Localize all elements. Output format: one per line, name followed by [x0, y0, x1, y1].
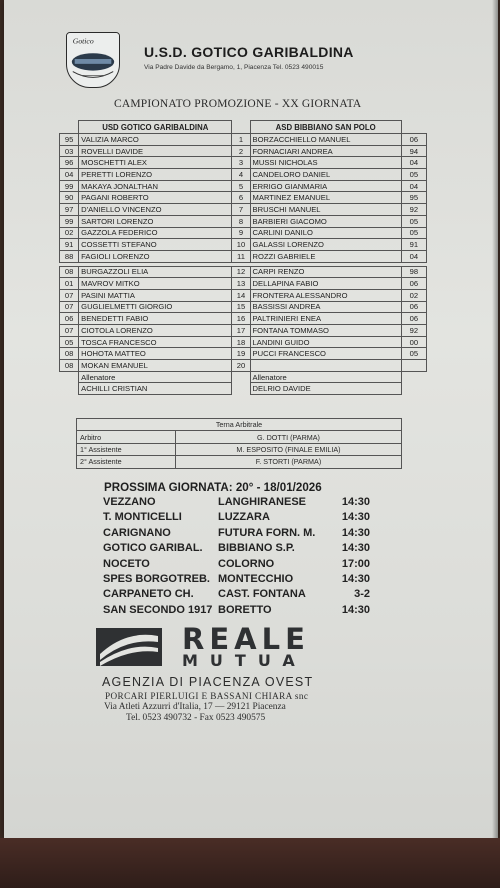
away-player-number: 05 — [401, 227, 426, 239]
home-team-header: USD GOTICO GARIBALDINA — [79, 121, 232, 134]
home-player-name: GUGLIELMETTI GIORGIO — [79, 301, 232, 313]
shirt-position-number: 8 — [232, 215, 250, 227]
club-name: U.S.D. GOTICO GARIBALDINA — [144, 44, 354, 60]
home-player-name: MOKAN EMANUEL — [79, 360, 232, 372]
away-player-name: BRUSCHI MANUEL — [250, 204, 401, 216]
fixture-row — [103, 542, 373, 557]
away-player-name: MARTINEZ EMANUEL — [250, 192, 401, 204]
lineup-row — [60, 336, 427, 348]
home-player-name: TOSCA FRANCESCO — [79, 336, 232, 348]
shirt-position-number: 11 — [232, 250, 250, 262]
coach-label: Allenatore — [79, 371, 232, 383]
referee-row — [77, 431, 402, 443]
fixture-home-team: VEZZANO — [103, 496, 156, 508]
club-address: Via Padre Davide da Bergamo, 1, Piacenza Tel. 0523 490015 — [144, 64, 324, 71]
shirt-position-number: 9 — [232, 227, 250, 239]
away-player-name: BARBIERI GIACOMO — [250, 215, 401, 227]
home-player-name: BENEDETTI FABIO — [79, 313, 232, 325]
lineup-row — [60, 227, 427, 239]
away-player-name: ERRIGO GIANMARIA — [250, 180, 401, 192]
lineup-row — [60, 157, 427, 169]
away-player-number: 05 — [401, 348, 426, 360]
referee-table — [76, 418, 402, 469]
shirt-position-number: 20 — [232, 360, 250, 372]
lineup-row — [60, 192, 427, 204]
fixture-away-team: CAST. FONTANA — [218, 588, 306, 601]
away-player-number: 94 — [401, 145, 426, 157]
away-player-number: 98 — [401, 266, 426, 278]
home-player-number: 01 — [60, 278, 79, 290]
fixtures-list — [103, 496, 373, 619]
home-player-number: 07 — [60, 289, 79, 301]
shirt-position-number: 5 — [232, 180, 250, 192]
away-player-number: 95 — [401, 192, 426, 204]
reale-mutua-logo-icon — [96, 628, 162, 666]
home-player-number: 02 — [60, 227, 79, 239]
home-player-number: 96 — [60, 157, 79, 169]
fixture-time: 14:30 — [341, 511, 370, 524]
home-coach-name: ACHILLI CRISTIAN — [79, 383, 232, 395]
sponsor-brand-line1: REALE — [182, 622, 310, 656]
referee-row — [77, 443, 402, 455]
home-player-number: 07 — [60, 301, 79, 313]
away-player-name: FORNACIARI ANDREA — [250, 145, 401, 157]
lineup-row — [60, 348, 427, 360]
next-round-title: PROSSIMA GIORNATA: 20° - 18/01/2026 — [104, 481, 322, 494]
away-player-name: BORZACCHIELLO MANUEL — [250, 134, 401, 146]
away-player-number: 06 — [401, 134, 426, 146]
fixture-home-team: GOTICO GARIBAL. — [103, 542, 203, 555]
lineup-row — [60, 204, 427, 216]
home-player-name: COSSETTI STEFANO — [79, 239, 232, 251]
home-player-name: GAZZOLA FEDERICO — [79, 227, 232, 239]
away-player-name: FRONTERA ALESSANDRO — [250, 289, 401, 301]
lineup-row — [60, 215, 427, 227]
away-player-number: 92 — [401, 325, 426, 337]
coach-name-row — [60, 383, 427, 395]
fixture-row — [103, 604, 373, 619]
fixture-away-team: MONTECCHIO — [218, 572, 294, 585]
fixture-time: 14:30 — [341, 496, 370, 508]
fixture-time: 14:30 — [341, 526, 370, 539]
lineup-row — [60, 239, 427, 251]
shirt-position-number: 10 — [232, 239, 250, 251]
shirt-position-number: 2 — [232, 145, 250, 157]
fixture-away-team: LANGHIRANESE — [218, 496, 307, 508]
shirt-position-number: 14 — [232, 289, 250, 301]
referee-name: G. DOTTI (PARMA) — [175, 431, 401, 443]
shirt-position-number: 6 — [232, 192, 250, 204]
sponsor-phones: Tel. 0523 490732 - Fax 0523 490575 — [126, 713, 266, 723]
coach-label: Allenatore — [250, 371, 401, 383]
away-player-name: CARLINI DANILO — [250, 227, 401, 239]
lineup-row — [60, 360, 427, 372]
shirt-position-number: 1 — [232, 134, 250, 146]
fixture-home-team: T. MONTICELLI — [103, 511, 182, 524]
home-player-number: 06 — [60, 313, 79, 325]
away-player-name: CANDELORO DANIEL — [250, 169, 401, 181]
home-player-name: MAKAYA JONALTHAN — [79, 180, 232, 192]
away-player-number: 05 — [401, 215, 426, 227]
away-player-number: 91 — [401, 239, 426, 251]
home-player-number: 08 — [60, 348, 79, 360]
fixture-away-team: BIBBIANO S.P. — [218, 542, 295, 555]
fixture-row — [103, 588, 373, 603]
away-team-header: ASD BIBBIANO SAN POLO — [250, 121, 401, 134]
away-player-name: BASSISSI ANDREA — [250, 301, 401, 313]
fixture-home-team: CARIGNANO — [103, 526, 171, 539]
fixture-home-team: NOCETO — [103, 557, 150, 570]
shirt-position-number: 4 — [232, 169, 250, 181]
referee-role: 2° Assistente — [77, 456, 176, 468]
away-player-name: MUSSI NICHOLAS — [250, 157, 401, 169]
referee-name: M. ESPOSITO (FINALE EMILIA) — [175, 443, 401, 455]
away-player-number: 04 — [401, 180, 426, 192]
away-coach-name: DELRIO DAVIDE — [250, 383, 401, 395]
home-player-name: MOSCHETTI ALEX — [79, 157, 232, 169]
fixture-time: 3-2 — [354, 588, 370, 601]
home-player-number: 97 — [60, 204, 79, 216]
home-player-number: 07 — [60, 325, 79, 337]
sponsor-address: Via Atleti Azzurri d'Italia, 17 — 29121 Piacenza — [104, 702, 286, 712]
away-player-name: GALASSI LORENZO — [250, 239, 401, 251]
home-player-number: 99 — [60, 180, 79, 192]
fixture-away-team: COLORNO — [218, 557, 275, 570]
home-player-number: 99 — [60, 215, 79, 227]
home-player-name: D'ANIELLO VINCENZO — [79, 204, 232, 216]
fixture-home-team: SAN SECONDO 1917 — [103, 603, 213, 616]
shirt-position-number: 19 — [232, 348, 250, 360]
shirt-position-number: 3 — [232, 157, 250, 169]
fixture-home-team: SPES BORGOTREB. — [103, 572, 210, 585]
fixture-time: 14:30 — [341, 542, 370, 555]
home-player-name: CIOTOLA LORENZO — [79, 325, 232, 337]
home-player-number: 08 — [60, 360, 79, 372]
away-player-name: ROZZI GABRIELE — [250, 250, 401, 262]
away-player-number: 02 — [401, 289, 426, 301]
referee-title: Terna Arbitrale — [77, 419, 402, 431]
away-player-number: 06 — [401, 278, 426, 290]
lineup-row — [60, 266, 427, 278]
home-player-name: MAVROV MITKO — [79, 278, 232, 290]
fixture-time: 14:30 — [341, 603, 370, 616]
away-player-name: PUCCI FRANCESCO — [250, 348, 401, 360]
away-player-number: 04 — [401, 157, 426, 169]
championship-title: CAMPIONATO PROMOZIONE - XX GIORNATA — [114, 98, 362, 110]
shirt-position-number: 16 — [232, 313, 250, 325]
away-player-name — [250, 360, 401, 372]
lineup-row — [60, 289, 427, 301]
sponsor-owners: PORCARI PIERLUIGI E BASSANI CHIARA snc — [105, 691, 309, 701]
away-player-name: FONTANA TOMMASO — [250, 325, 401, 337]
table-surface — [0, 838, 500, 888]
lineup-row — [60, 134, 427, 146]
away-player-number: 06 — [401, 301, 426, 313]
away-player-number: 00 — [401, 336, 426, 348]
away-player-number: 04 — [401, 250, 426, 262]
home-player-name: VALIZIA MARCO — [79, 134, 232, 146]
home-player-number: 08 — [60, 266, 79, 278]
home-player-name: PASINI MATTIA — [79, 289, 232, 301]
home-player-name: FAGIOLI LORENZO — [79, 250, 232, 262]
away-player-number: 05 — [401, 169, 426, 181]
fixture-time: 14:30 — [341, 572, 370, 585]
away-player-name: LANDINI GUIDO — [250, 336, 401, 348]
lineup-row — [60, 145, 427, 157]
home-player-name: HOHOTA MATTEO — [79, 348, 232, 360]
shirt-position-number: 12 — [232, 266, 250, 278]
shirt-position-number: 13 — [232, 278, 250, 290]
shirt-position-number: 17 — [232, 325, 250, 337]
fixture-away-team: FUTURA FORN. M. — [218, 526, 316, 539]
home-player-name: PERETTI LORENZO — [79, 169, 232, 181]
sponsor-brand-line2: MUTUA — [182, 651, 307, 670]
away-player-name: PALTRINIERI ENEA — [250, 313, 401, 325]
referee-role: 1° Assistente — [77, 443, 176, 455]
fixture-row — [103, 511, 373, 526]
away-player-name: CARPI RENZO — [250, 266, 401, 278]
home-player-name: BURGAZZOLI ELIA — [79, 266, 232, 278]
fixture-row — [103, 573, 373, 588]
page-edge-shadow — [492, 0, 498, 838]
home-player-number: 95 — [60, 134, 79, 146]
club-logo — [66, 32, 120, 88]
lineup-row — [60, 325, 427, 337]
home-player-name: ROVELLI DAVIDE — [79, 145, 232, 157]
fixture-row — [103, 527, 373, 542]
shirt-position-number: 15 — [232, 301, 250, 313]
lineup-row — [60, 301, 427, 313]
home-player-number: 04 — [60, 169, 79, 181]
lineup-row — [60, 250, 427, 262]
home-player-name: SARTORI LORENZO — [79, 215, 232, 227]
home-player-number: 90 — [60, 192, 79, 204]
fixture-away-team: LUZZARA — [218, 511, 270, 524]
home-player-number: 03 — [60, 145, 79, 157]
shirt-position-number: 18 — [232, 336, 250, 348]
lineup-row — [60, 180, 427, 192]
fixture-row — [103, 558, 373, 573]
coach-label-row — [60, 371, 427, 383]
lineup-table — [59, 120, 427, 395]
shirt-position-number: 7 — [232, 204, 250, 216]
match-sheet-paper — [4, 0, 498, 838]
away-player-number: 06 — [401, 313, 426, 325]
fixture-row — [103, 496, 373, 511]
home-player-number: 05 — [60, 336, 79, 348]
fixture-away-team: BORETTO — [218, 603, 272, 616]
home-player-number: 88 — [60, 250, 79, 262]
home-player-name: PAGANI ROBERTO — [79, 192, 232, 204]
referee-name: F. STORTI (PARMA) — [175, 456, 401, 468]
sponsor-agency: AGENZIA DI PIACENZA OVEST — [102, 675, 314, 689]
referee-row — [77, 456, 402, 468]
home-player-number: 91 — [60, 239, 79, 251]
fixture-home-team: CARPANETO CH. — [103, 588, 194, 601]
referee-role: Arbitro — [77, 431, 176, 443]
away-player-name: DELLAPINA FABIO — [250, 278, 401, 290]
fixture-time: 17:00 — [341, 557, 370, 570]
svg-text:Gotico: Gotico — [72, 36, 94, 46]
lineup-row — [60, 278, 427, 290]
away-player-number — [401, 360, 426, 372]
away-player-number: 92 — [401, 204, 426, 216]
lineup-row — [60, 169, 427, 181]
lineup-row — [60, 313, 427, 325]
